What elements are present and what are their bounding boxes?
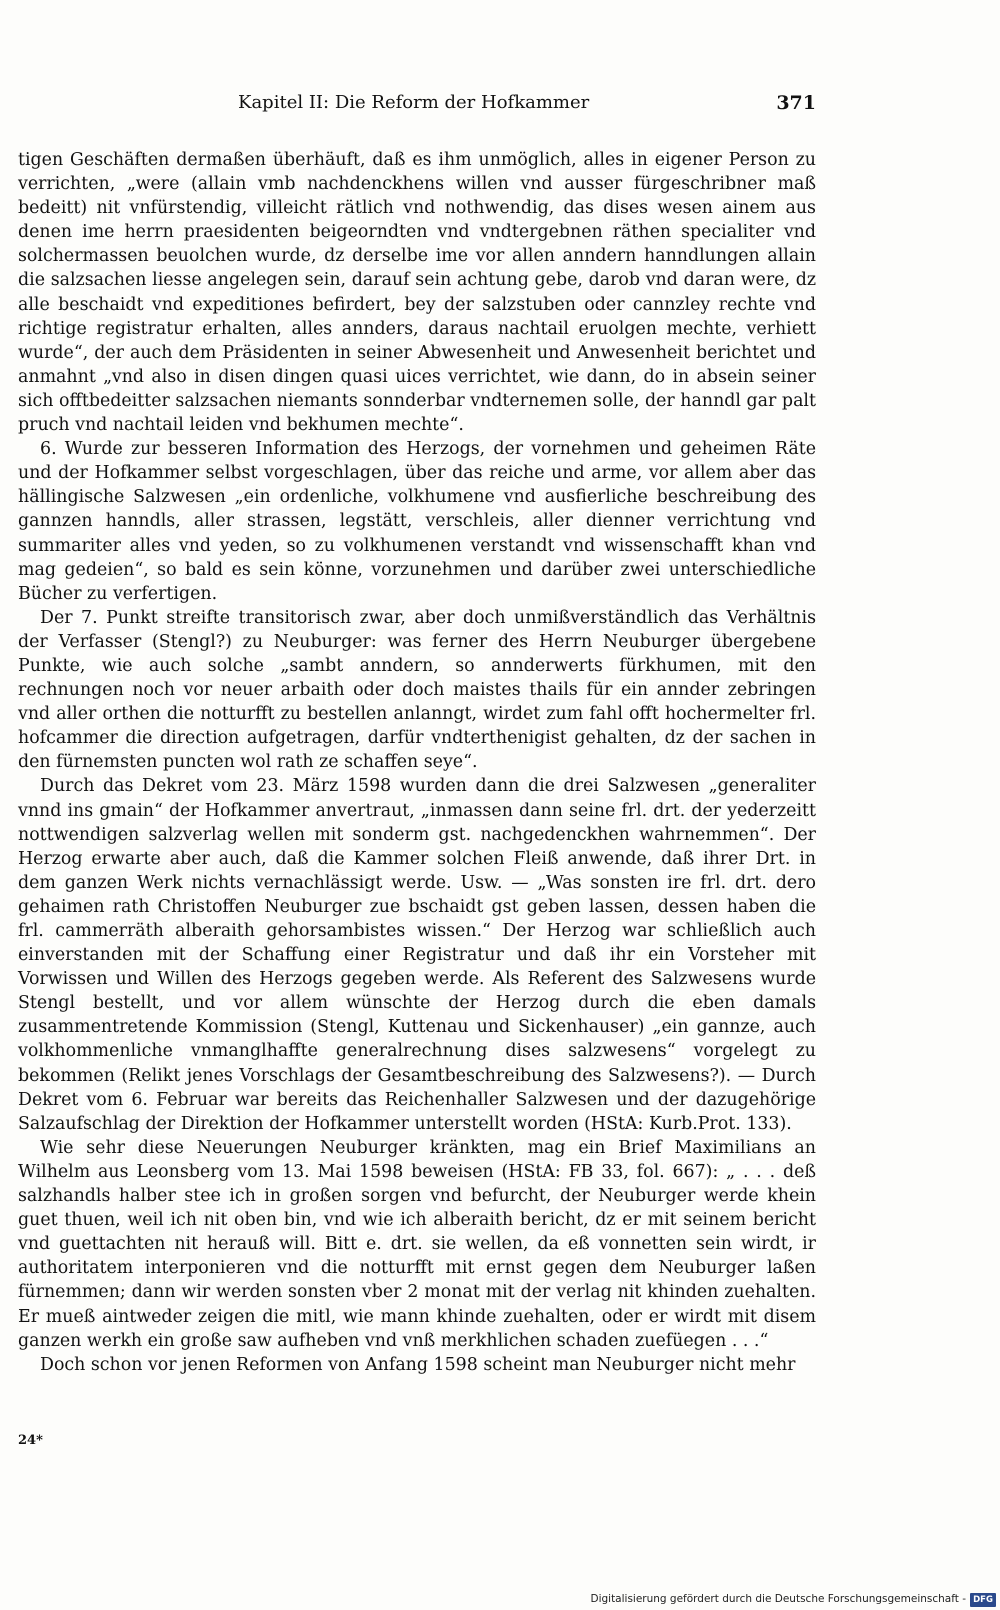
paragraph-decree-1598: Durch das Dekret vom 23. März 1598 wurden dann die drei Salzwesen „generaliter vnnd ins gmain“ der Hofkammer anvertraut, „inmassen dann seine frl. drt. der yederzeitt nottwendigen salzverlag wellen mit sonderm gst. nachgedenckhen wahrnemmen“. Der Herzog erwarte aber auch, daß die Kammer solchen Fleiß anwende, daß ihrer Drt. in dem ganzen Werk nichts vernachlässigt werde. Usw. — „Was sonsten ire frl. drt. dero gehaimen rath Christoffen Neuburger zue bschaidt gst geben lassen, dessen haben die frl. cammerräth alberaith gehorsambistes wissen.“ Der Herzog war schließlich auch einverstanden mit der Schaffung einer Registratur und daß ihr ein Vorsteher mit Vorwissen und Willen des Herzogs gegeben werde. Als Referent des Salzwesens wurde Stengl bestellt, und vor allem wünschte der Herzog durch die eben damals zusammentretende Kommission (Stengl, Kuttenau und Sickenhauser) „ein gannze, auch volkhommenliche vnmanglhaffte generalrechnung dises salzwesens“ vorgelegt zu bekommen (Relikt jenes Vorschlags der Gesamtbeschreibung des Salzwesens?). — Durch Dekret vom 6. Februar war bereits das Reichenhaller Salzwesen und der dazugehörige Salzaufschlag der Direktion der Hofkammer unterstellt worden (HStA: Kurb.Prot. 133).: [18, 776, 816, 1134]
paragraph-point-6: 6. Wurde zur besseren Information des Herzogs, der vornehmen und geheimen Räte und der Hofkammer selbst vorgeschlagen, über das reiche und arme, vor allem aber das hällingische Salzwesen „ein ordenliche, volkhumene vnd ausfierliche beschreibung des gannzen hanndls, aller strassen, legstätt, verschleis, aller dienner verrichtung vnd summariter alles vnd yeden, so zu volkhumenen verstandt vnd wissenschafft khan vnd mag gedeien“, so bald es sein könne, vorzunehmen und darüber zwei unterschiedliche Bücher zu verfertigen.: [18, 439, 816, 604]
paragraph-maximilian-letter: Wie sehr diese Neuerungen Neuburger kränkten, mag ein Brief Maximilians an Wilhelm aus Leonsberg vom 13. Mai 1598 beweisen (HStA: FB 33, fol. 667): „ . . . deß salzhandls halber stee ich in großen sorgen vnd befurcht, der Neuburger werde khein guet thuen, weil ich nit oben bin, vnd wie ich alberaith bericht, dz er mit seinem bericht vnd guettachten nit herauß will. Bitt e. drt. sie wellen, da eß vonnetten sein wirdt, ir authoritatem interponieren vnd die notturfft mit ernst gegen dem Neuburger laßen fürnemmen; dann wir werden sonsten vber 2 monat mit der verlag nit khinden zuehalten. Er mueß aintweder zeigen die mitl, wie mann khinde zuehalten, oder er wirdt mit disem ganzen werkh ein große saw aufheben vnd vnß merkhlichen schaden zuefüegen . . .“: [18, 1137, 816, 1351]
dfg-logo-icon: DFG: [970, 1593, 996, 1607]
digitization-footer: [0, 1590, 1000, 1610]
page-header: [18, 92, 816, 118]
body-text: [18, 148, 816, 1377]
footer-text: Digitalisierung gefördert durch die Deutsche Forschungsgemeinschaft -: [590, 1593, 966, 1605]
paragraph-closing: Doch schon vor jenen Reformen von Anfang 1598 scheint man Neuburger nicht mehr: [40, 1354, 796, 1375]
signature-mark: 24*: [18, 1433, 43, 1448]
running-title: Kapitel II: Die Reform der Hofkammer: [238, 92, 590, 113]
page-number: 371: [776, 92, 816, 114]
paragraph-continuation: tigen Geschäften dermaßen überhäuft, daß es ihm unmöglich, alles in eigener Person zu verrichten, „were (allain vmb nachdenckhens willen vnd ausser fürgeschribner maß bedeitt) nit vnfürstendig, villeicht rätlich vnd nothwendig, das dises wesen ainem aus denen ime herrn praesidenten beigeorndten vnd vndtergebnen räthen specialiter vnd solchermassen beuolchen wurde, dz derselbe ime vor allen anndern hanndlungen allain die salzsachen liesse angelegen sein, darauf sein achtung gebe, darob vnd daran were, dz alle beschaidt vnd expeditiones befirdert, bey der salzstuben oder cannzley rechte vnd richtige registratur erhalten, alles annders, daraus nachtail eruolgen mechte, verhiett wurde“, der auch dem Präsidenten in seiner Abwesenheit und Anwesenheit berichtet und anmahnt „vnd also in disen dingen quasi uices verrichtet, wie dann, do in absein seiner sich offtbedeitter salzsachen niemants sonnderbar vndternemen solle, der hanndl gar palt pruch vnd nachtail leiden vnd bekhumen mechte“.: [18, 150, 816, 436]
paragraph-point-7: Der 7. Punkt streifte transitorisch zwar, aber doch unmißverständlich das Verhältnis der Verfasser (Stengl?) zu Neuburger: was ferner des Herrn Neuburger übergebene Punkte, wie auch solche „sambt anndern, so annderwerts fürkhumen, mit den rechnungen noch vor neuer arbaith oder doch maistes thails für ein annder zebringen vnd aller orthen die notturfft zu bestellen anlanngt, wirdet zum fahl offt hochermelter frl. hofcammer die direction aufgetragen, darfür vndterthenigist gehalten, dz der sachen in den fürnemsten puncten wol rath ze schaffen seye“.: [18, 607, 816, 773]
